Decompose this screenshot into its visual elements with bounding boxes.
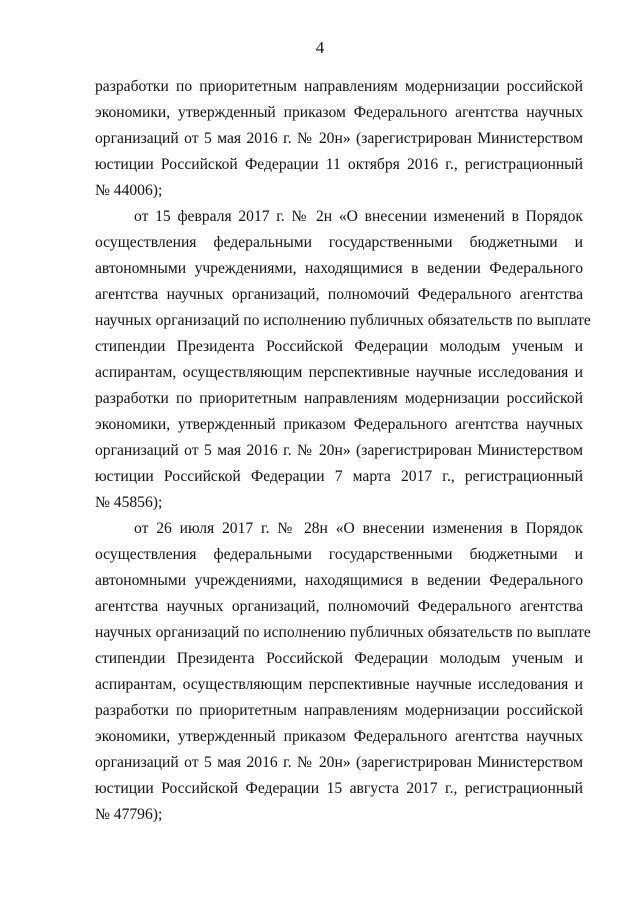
text-line: юстиции Российской Федерации 15 августа 2017 г., регистрационный <box>95 780 583 797</box>
text-line: № 44006); <box>95 182 163 199</box>
text-line: экономики, утвержденный приказом Федерального агентства научных <box>95 728 583 745</box>
text-line: организаций от 5 мая 2016 г. № 20н» (зарегистрирован Министерством <box>95 442 583 459</box>
text-line: от 15 февраля 2017 г. № 2н «О внесении изменений в Порядок <box>134 208 583 225</box>
text-line: научных организаций по исполнению публичных обязательств по выплате <box>95 312 591 329</box>
text-line: научных организаций по исполнению публичных обязательств по выплате <box>95 624 591 641</box>
text-line: стипендии Президента Российской Федерации молодым ученым и <box>95 338 583 355</box>
text-line: юстиции Российской Федерации 11 октября 2016 г., регистрационный <box>95 156 583 173</box>
text-line: агентства научных организаций, полномочий Федерального агентства <box>95 598 583 615</box>
text-line: стипендии Президента Российской Федерации молодым ученым и <box>95 650 583 667</box>
text-line: № 45856); <box>95 494 163 511</box>
text-line: автономными учреждениями, находящимися в ведении Федерального <box>95 260 583 277</box>
paragraph-1 <box>95 74 583 204</box>
page-number: 4 <box>315 38 325 57</box>
text-line: организаций от 5 мая 2016 г. № 20н» (зарегистрирован Министерством <box>95 130 583 147</box>
text-line: экономики, утвержденный приказом Федерального агентства научных <box>95 104 583 121</box>
text-line: юстиции Российской Федерации 7 марта 2017 г., регистрационный <box>95 468 583 485</box>
text-line: разработки по приоритетным направлениям модернизации российской <box>95 390 583 407</box>
text-line: организаций от 5 мая 2016 г. № 20н» (зарегистрирован Министерством <box>95 754 583 771</box>
text-line: разработки по приоритетным направлениям модернизации российской <box>95 702 583 719</box>
text-line: от 26 июля 2017 г. № 28н «О внесении изменения в Порядок <box>134 520 583 537</box>
text-line: аспирантам, осуществляющим перспективные научные исследования и <box>95 676 583 693</box>
text-line: агентства научных организаций, полномочий Федерального агентства <box>95 286 583 303</box>
text-line: экономики, утвержденный приказом Федерального агентства научных <box>95 416 583 433</box>
text-line: осуществления федеральными государственными бюджетными и <box>95 234 583 251</box>
text-line: осуществления федеральными государственными бюджетными и <box>95 546 583 563</box>
paragraph-3 <box>95 516 591 828</box>
text-line: автономными учреждениями, находящимися в ведении Федерального <box>95 572 583 589</box>
text-line: аспирантам, осуществляющим перспективные научные исследования и <box>95 364 583 381</box>
text-line: № 47796); <box>95 806 163 823</box>
paragraph-2 <box>95 204 591 516</box>
text-line: разработки по приоритетным направлениям модернизации российской <box>95 78 583 95</box>
document-body <box>95 74 591 828</box>
